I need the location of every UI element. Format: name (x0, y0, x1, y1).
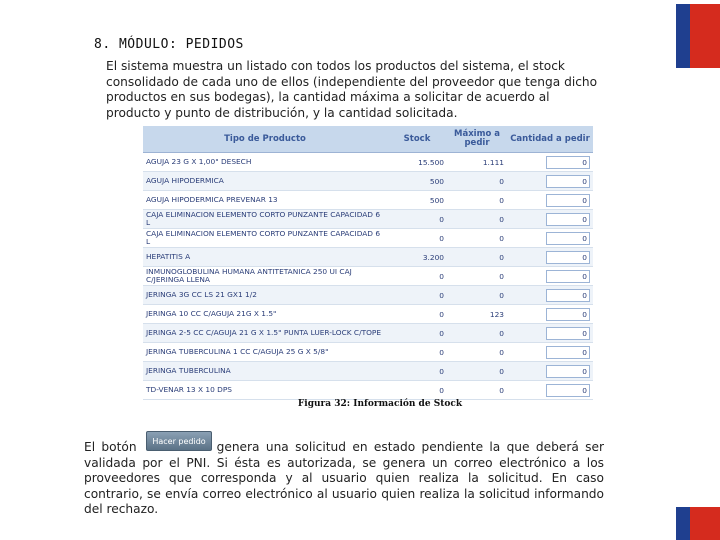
product-cell: JERINGA 10 CC C/AGUJA 21G X 1.5" (143, 305, 387, 324)
qty-cell (507, 191, 593, 210)
max-cell: 0 (447, 191, 507, 210)
stock-table-header-row (143, 126, 593, 153)
header-max: Máximo a pedir (447, 126, 507, 153)
figure-caption: Figura 32: Información de Stock (297, 399, 463, 409)
product-cell: TD-VENAR 13 X 10 DPS (143, 381, 387, 400)
stock-cell: 0 (387, 210, 447, 229)
table-row (143, 210, 593, 229)
max-cell: 0 (447, 248, 507, 267)
quantity-input[interactable]: 0 (546, 308, 590, 321)
stock-cell: 0 (387, 267, 447, 286)
stock-cell: 500 (387, 172, 447, 191)
max-cell: 0 (447, 381, 507, 400)
max-cell: 0 (447, 267, 507, 286)
hacer-pedido-button[interactable]: Hacer pedido (146, 431, 212, 451)
stock-cell: 0 (387, 362, 447, 381)
header-stock: Stock (387, 126, 447, 153)
section-title: MÓDULO: PEDIDOS (118, 37, 244, 52)
table-row (143, 267, 593, 286)
stock-cell: 0 (387, 324, 447, 343)
stock-cell: 500 (387, 191, 447, 210)
intro-paragraph: El sistema muestra un listado con todos los productos del sistema, el stock consolidado de cada uno de ellos (independiente del proveedor que tenga dicho productos en sus bodegas), la cantidad máxima a solicitar de acuerdo al producto y punto de distribución, y la cantidad solicitada. (106, 59, 598, 120)
quantity-input[interactable]: 0 (546, 270, 590, 283)
paragraph-text: genera una solicitud en estado pendiente la que deberá ser validada por el PNI. Si ésta es autorizada, se genera un correo electrónico a los proveedores que corresponda y al usuario quien realiza la solicitud. En caso contrario, se envía correo electrónico al usuario quien realiza la solicitud informando del rechazo. (84, 440, 604, 516)
table-row (143, 286, 593, 305)
paragraph-lead: El botón (84, 440, 137, 454)
product-cell: CAJA ELIMINACION ELEMENTO CORTO PUNZANTE CAPACIDAD 6 L (143, 229, 387, 248)
product-cell: JERINGA 2-5 CC C/AGUJA 21 G X 1.5" PUNTA LUER-LOCK C/TOPE (143, 324, 387, 343)
qty-cell (507, 381, 593, 400)
qty-cell (507, 305, 593, 324)
quantity-input[interactable]: 0 (546, 384, 590, 397)
quantity-input[interactable]: 0 (546, 251, 590, 264)
qty-cell (507, 229, 593, 248)
product-cell: INMUNOGLOBULINA HUMANA ANTITETANICA 250 UI CAJ C/JERINGA LLENA (143, 267, 387, 286)
table-row (143, 362, 593, 381)
table-row (143, 324, 593, 343)
quantity-input[interactable]: 0 (546, 175, 590, 188)
chile-flag-bottom-decoration (676, 503, 720, 540)
quantity-input[interactable]: 0 (546, 156, 590, 169)
qty-cell (507, 343, 593, 362)
quantity-input[interactable]: 0 (546, 194, 590, 207)
table-row (143, 248, 593, 267)
stock-table-body (143, 153, 593, 400)
product-cell: HEPATITIS A (143, 248, 387, 267)
stock-cell: 0 (387, 343, 447, 362)
qty-cell (507, 286, 593, 305)
section-heading (94, 37, 244, 52)
qty-cell (507, 210, 593, 229)
table-row (143, 191, 593, 210)
qty-cell (507, 153, 593, 172)
qty-cell (507, 172, 593, 191)
quantity-input[interactable]: 0 (546, 213, 590, 226)
quantity-input[interactable]: 0 (546, 232, 590, 245)
table-row (143, 153, 593, 172)
quantity-input[interactable]: 0 (546, 365, 590, 378)
table-row (143, 172, 593, 191)
max-cell: 1.111 (447, 153, 507, 172)
max-cell: 0 (447, 286, 507, 305)
stock-table (143, 126, 593, 400)
max-cell: 0 (447, 343, 507, 362)
max-cell: 0 (447, 172, 507, 191)
qty-cell (507, 267, 593, 286)
product-cell: JERINGA TUBERCULINA 1 CC C/AGUJA 25 G X 5/8" (143, 343, 387, 362)
max-cell: 123 (447, 305, 507, 324)
quantity-input[interactable]: 0 (546, 346, 590, 359)
product-cell: AGUJA HIPODERMICA PREVENAR 13 (143, 191, 387, 210)
max-cell: 0 (447, 210, 507, 229)
max-cell: 0 (447, 229, 507, 248)
stock-cell: 15.500 (387, 153, 447, 172)
table-row (143, 381, 593, 400)
stock-cell: 3.200 (387, 248, 447, 267)
stock-cell: 0 (387, 229, 447, 248)
header-qty: Cantidad a pedir (507, 126, 593, 153)
product-cell: JERINGA TUBERCULINA (143, 362, 387, 381)
qty-cell (507, 362, 593, 381)
chile-flag-top-decoration (676, 0, 720, 68)
table-row (143, 229, 593, 248)
product-cell: CAJA ELIMINACION ELEMENTO CORTO PUNZANTE CAPACIDAD 6 L (143, 210, 387, 229)
quantity-input[interactable]: 0 (546, 327, 590, 340)
product-cell: JERINGA 3G CC LS 21 GX1 1/2 (143, 286, 387, 305)
stock-cell: 0 (387, 381, 447, 400)
qty-cell (507, 324, 593, 343)
stock-cell: 0 (387, 286, 447, 305)
stock-cell: 0 (387, 305, 447, 324)
quantity-input[interactable]: 0 (546, 289, 590, 302)
product-cell: AGUJA HIPODERMICA (143, 172, 387, 191)
description-paragraph (84, 440, 604, 518)
max-cell: 0 (447, 362, 507, 381)
header-product: Tipo de Producto (143, 126, 387, 153)
product-cell: AGUJA 23 G X 1,00" DESECH (143, 153, 387, 172)
table-row (143, 305, 593, 324)
section-number: 8. (94, 37, 111, 52)
max-cell: 0 (447, 324, 507, 343)
table-row (143, 343, 593, 362)
qty-cell (507, 248, 593, 267)
